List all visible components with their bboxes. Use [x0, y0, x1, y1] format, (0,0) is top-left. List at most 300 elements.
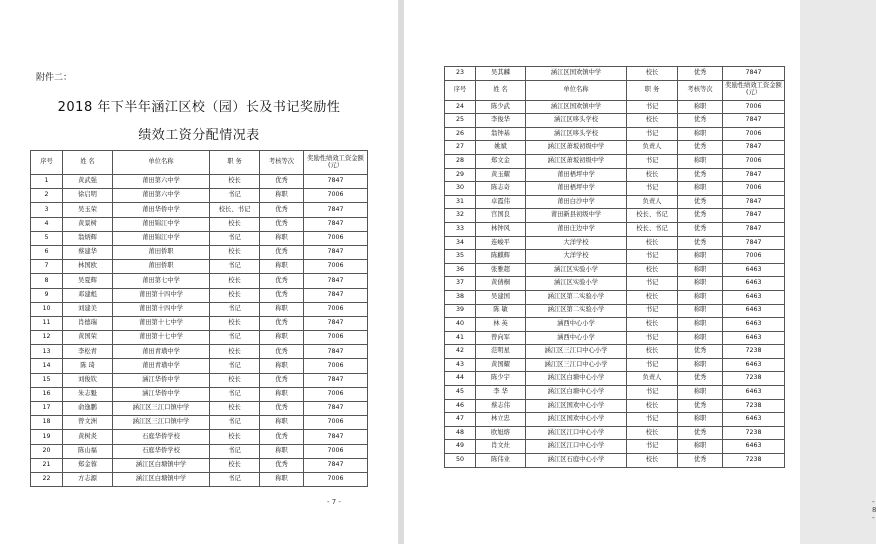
cell-position: 校长 — [627, 318, 678, 332]
table-row — [31, 231, 368, 245]
cell-rating: 称职 — [678, 318, 723, 332]
cell-name: 姚斌 — [476, 141, 526, 155]
cell-unit: 涵江区国欢镇中学 — [526, 67, 627, 81]
cell-position: 负责人 — [627, 372, 678, 386]
cell-seq: 16 — [31, 387, 63, 401]
cell-name: 朱志魁 — [63, 387, 113, 401]
cell-position: 校长 — [627, 67, 678, 81]
cell-amount: 7847 — [304, 288, 368, 302]
cell-name: 陈少宇 — [476, 372, 526, 386]
table-row — [31, 444, 368, 458]
table-row — [445, 386, 785, 400]
cell-unit: 涵江华侨中学 — [113, 387, 210, 401]
cell-rating: 优秀 — [260, 288, 304, 302]
cell-amount: 6463 — [723, 263, 785, 277]
cell-name: 翁炳辉 — [63, 231, 113, 245]
cell-amount: 7847 — [304, 430, 368, 444]
cell-seq: 24 — [445, 100, 476, 114]
cell-seq: 35 — [445, 250, 476, 264]
cell-rating: 称职 — [678, 290, 723, 304]
cell-seq: 26 — [445, 127, 476, 141]
cell-amount: 7847 — [304, 245, 368, 259]
table-row — [445, 127, 785, 141]
cell-amount: 7847 — [304, 345, 368, 359]
cell-position: 校长 — [210, 316, 260, 330]
cell-position: 校长 — [210, 288, 260, 302]
cell-position: 校长 — [627, 114, 678, 128]
table-row — [31, 458, 368, 472]
cell-amount: 7006 — [723, 250, 785, 264]
cell-rating: 称职 — [260, 472, 304, 486]
cell-unit: 涵江区萧坂初级中学 — [526, 154, 627, 168]
cell-position: 校长 — [210, 217, 260, 231]
cell-position: 校长 — [210, 373, 260, 387]
table-row — [445, 263, 785, 277]
cell-position: 校长 — [210, 458, 260, 472]
table-row — [445, 304, 785, 318]
cell-seq: 14 — [31, 359, 63, 373]
cell-seq: 45 — [445, 386, 476, 400]
cell-unit: 涵江区哆头学校 — [526, 127, 627, 141]
cell-rating: 称职 — [678, 413, 723, 427]
cell-amount: 7006 — [723, 127, 785, 141]
table-row — [31, 288, 368, 302]
cell-amount: 7238 — [723, 345, 785, 359]
table-row — [445, 141, 785, 155]
cell-rating: 称职 — [260, 387, 304, 401]
cell-position: 校长 — [627, 290, 678, 304]
cell-unit: 涵江区国欢镇中学 — [526, 100, 627, 114]
cell-position: 书记 — [210, 302, 260, 316]
page-number: - 7 - — [327, 498, 341, 506]
cell-position: 校长、书记 — [627, 222, 678, 236]
table-row — [31, 387, 368, 401]
table-row — [445, 290, 785, 304]
cell-amount: 7006 — [723, 154, 785, 168]
cell-amount: 7847 — [723, 67, 785, 81]
cell-position: 校长 — [627, 236, 678, 250]
cell-amount: 7847 — [304, 402, 368, 416]
cell-rating: 优秀 — [678, 399, 723, 413]
cell-seq: 22 — [31, 472, 63, 486]
table-row — [445, 236, 785, 250]
cell-amount: 6463 — [723, 304, 785, 318]
cell-name: 陈少武 — [476, 100, 526, 114]
table-row — [31, 359, 368, 373]
table-row — [445, 222, 785, 236]
cell-amount: 7006 — [304, 231, 368, 245]
cell-unit: 莆田第六中学 — [113, 189, 210, 203]
table-row — [445, 454, 785, 468]
table-row — [31, 472, 368, 486]
cell-rating: 优秀 — [260, 316, 304, 330]
cell-rating: 称职 — [260, 416, 304, 430]
cell-unit: 莆田第十七中学 — [113, 331, 210, 345]
cell-name: 黄玉耀 — [476, 168, 526, 182]
table-row — [31, 217, 368, 231]
cell-rating: 优秀 — [678, 67, 723, 81]
cell-rating: 称职 — [678, 154, 723, 168]
cell-unit: 涵江区实验小学 — [526, 263, 627, 277]
cell-unit: 涵江区三江口中心小学 — [526, 345, 627, 359]
cell-name: 吴玉荣 — [63, 203, 113, 217]
cell-seq: 40 — [445, 318, 476, 332]
document-title-line1: 2018 年下半年涵江区校（园）长及书记奖励性 — [57, 100, 341, 115]
cell-seq: 25 — [445, 114, 476, 128]
cell-amount: 7847 — [304, 458, 368, 472]
cell-unit: 莆田第七中学 — [113, 274, 210, 288]
cell-unit: 莆田第十七中学 — [113, 316, 210, 330]
header-position: 职 务 — [210, 151, 260, 175]
cell-rating: 称职 — [260, 331, 304, 345]
cell-seq: 23 — [445, 67, 476, 81]
cell-rating: 优秀 — [260, 402, 304, 416]
cell-unit: 涵江区三江口镇中学 — [113, 416, 210, 430]
cell-rating: 优秀 — [260, 245, 304, 259]
cell-position: 书记 — [627, 250, 678, 264]
cell-position: 校长 — [627, 399, 678, 413]
table-row — [445, 168, 785, 182]
cell-rating: 优秀 — [260, 430, 304, 444]
cell-unit: 涵江区白塘镇中学 — [113, 472, 210, 486]
cell-seq: 44 — [445, 372, 476, 386]
table-row — [31, 203, 368, 217]
left-document-page — [0, 0, 398, 544]
table-row — [31, 430, 368, 444]
cell-unit: 莆田第十四中学 — [113, 302, 210, 316]
cell-amount: 6463 — [723, 290, 785, 304]
table-row — [31, 373, 368, 387]
cell-name: 林 英 — [476, 318, 526, 332]
cell-name: 刘建美 — [63, 302, 113, 316]
cell-position: 书记 — [627, 100, 678, 114]
cell-unit: 莆田青璜中学 — [113, 345, 210, 359]
cell-rating: 称职 — [678, 250, 723, 264]
cell-unit: 莆田梧坪中学 — [526, 168, 627, 182]
cell-amount: 6463 — [723, 413, 785, 427]
table-row — [31, 245, 368, 259]
cell-unit: 莆田锦江中学 — [113, 217, 210, 231]
cell-position: 书记 — [627, 331, 678, 345]
cell-position: 书记 — [210, 189, 260, 203]
cell-name: 陈山福 — [63, 444, 113, 458]
cell-amount: 7006 — [304, 359, 368, 373]
cell-seq: 15 — [31, 373, 63, 387]
cell-amount: 7238 — [723, 454, 785, 468]
cell-position: 校长 — [210, 430, 260, 444]
cell-rating: 称职 — [260, 359, 304, 373]
cell-unit: 莆田新县初级中学 — [526, 209, 627, 223]
cell-name: 林国欧 — [63, 260, 113, 274]
cell-amount: 7847 — [723, 141, 785, 155]
cell-seq: 11 — [31, 316, 63, 330]
table-header-row — [445, 80, 785, 100]
cell-rating: 称职 — [678, 182, 723, 196]
cell-unit: 涵江区第二实验小学 — [526, 304, 627, 318]
cell-name: 林钟风 — [476, 222, 526, 236]
cell-seq: 27 — [445, 141, 476, 155]
cell-seq: 37 — [445, 277, 476, 291]
cell-seq: 50 — [445, 454, 476, 468]
cell-name: 陈麒辉 — [476, 250, 526, 264]
table-row — [445, 67, 785, 81]
cell-name: 郑文金 — [476, 154, 526, 168]
cell-seq: 38 — [445, 290, 476, 304]
cell-seq: 13 — [31, 345, 63, 359]
cell-name: 林立忠 — [476, 413, 526, 427]
cell-name: 方志源 — [63, 472, 113, 486]
cell-amount: 7006 — [723, 182, 785, 196]
cell-name: 张雅超 — [476, 263, 526, 277]
cell-position: 书记 — [210, 331, 260, 345]
cell-position: 书记 — [627, 277, 678, 291]
cell-amount: 7238 — [723, 426, 785, 440]
cell-name: 黄武强 — [63, 175, 113, 189]
cell-rating: 称职 — [260, 189, 304, 203]
cell-rating: 称职 — [678, 331, 723, 345]
table-row — [31, 316, 368, 330]
cell-name: 翁钟基 — [476, 127, 526, 141]
cell-rating: 优秀 — [678, 195, 723, 209]
cell-rating: 优秀 — [260, 373, 304, 387]
cell-rating: 优秀 — [260, 217, 304, 231]
cell-rating: 优秀 — [678, 372, 723, 386]
cell-position: 书记 — [627, 154, 678, 168]
cell-amount: 7847 — [304, 373, 368, 387]
cell-name: 黄国耀 — [476, 358, 526, 372]
cell-unit: 莆田青璜中学 — [113, 359, 210, 373]
cell-seq: 34 — [445, 236, 476, 250]
cell-seq: 10 — [31, 302, 63, 316]
cell-unit: 涵江区国欢中心小学 — [526, 413, 627, 427]
cell-name: 吴建国 — [476, 290, 526, 304]
cell-unit: 莆田第六中学 — [113, 175, 210, 189]
cell-amount: 7006 — [723, 100, 785, 114]
cell-seq: 43 — [445, 358, 476, 372]
cell-rating: 优秀 — [678, 168, 723, 182]
cell-name: 黄国荣 — [63, 331, 113, 345]
cell-seq: 3 — [31, 203, 63, 217]
cell-rating: 称职 — [678, 440, 723, 454]
table-row — [445, 358, 785, 372]
table-row — [31, 345, 368, 359]
cell-name: 刘俊钦 — [63, 373, 113, 387]
table-row — [31, 331, 368, 345]
cell-position: 校长、书记 — [627, 209, 678, 223]
cell-position: 书记 — [627, 358, 678, 372]
cell-position: 校长 — [627, 454, 678, 468]
cell-unit: 莆田华侨中学 — [113, 203, 210, 217]
cell-position: 校长 — [210, 402, 260, 416]
cell-seq: 47 — [445, 413, 476, 427]
table-row — [445, 154, 785, 168]
cell-amount: 7006 — [304, 189, 368, 203]
cell-unit: 涵江区白塘中心小学 — [526, 372, 627, 386]
cell-position: 书记 — [210, 416, 260, 430]
cell-amount: 7006 — [304, 260, 368, 274]
cell-position: 校长 — [210, 245, 260, 259]
cell-seq: 18 — [31, 416, 63, 430]
cell-rating: 称职 — [678, 358, 723, 372]
cell-amount: 7847 — [304, 316, 368, 330]
table-row — [445, 250, 785, 264]
cell-rating: 称职 — [678, 277, 723, 291]
cell-position: 书记 — [627, 386, 678, 400]
cell-rating: 优秀 — [678, 426, 723, 440]
right-document-page — [404, 0, 876, 544]
cell-unit: 涵江区哆头学校 — [526, 114, 627, 128]
cell-position: 负责人 — [627, 195, 678, 209]
cell-position: 书记 — [210, 387, 260, 401]
table-header-row — [31, 151, 368, 175]
cell-position: 书记 — [210, 444, 260, 458]
header-rating: 考核等次 — [260, 151, 304, 175]
cell-name: 李俊华 — [476, 114, 526, 128]
cell-rating: 优秀 — [260, 345, 304, 359]
cell-rating: 称职 — [678, 100, 723, 114]
cell-seq: 4 — [31, 217, 63, 231]
table-row — [31, 260, 368, 274]
cell-amount: 7006 — [304, 302, 368, 316]
cell-rating: 优秀 — [678, 222, 723, 236]
cell-unit: 莆田梧坪中学 — [526, 182, 627, 196]
table-row — [445, 331, 785, 345]
cell-name: 徐启明 — [63, 189, 113, 203]
cell-unit: 莆田侨职 — [113, 260, 210, 274]
cell-name: 陈伟业 — [476, 454, 526, 468]
cell-name: 黄景树 — [63, 217, 113, 231]
table-row — [31, 189, 368, 203]
cell-unit: 大洋学校 — [526, 236, 627, 250]
performance-pay-table-left — [30, 150, 368, 487]
cell-rating: 称职 — [678, 386, 723, 400]
table-row — [445, 372, 785, 386]
cell-rating: 优秀 — [260, 274, 304, 288]
cell-rating: 优秀 — [260, 175, 304, 189]
table-row — [445, 399, 785, 413]
table-row — [31, 402, 368, 416]
cell-name: 吴夏辉 — [63, 274, 113, 288]
table-row — [445, 345, 785, 359]
cell-name: 欧旭熔 — [476, 426, 526, 440]
cell-amount: 7006 — [304, 416, 368, 430]
cell-seq: 48 — [445, 426, 476, 440]
header-amount: 奖励性绩效工资金额(元） — [304, 151, 368, 175]
cell-amount: 6463 — [723, 386, 785, 400]
cell-seq: 17 — [31, 402, 63, 416]
cell-seq: 29 — [445, 168, 476, 182]
cell-position: 校长 — [210, 175, 260, 189]
cell-rating: 称职 — [260, 444, 304, 458]
table-row — [445, 195, 785, 209]
cell-seq: 31 — [445, 195, 476, 209]
cell-unit: 涵江区第二实验小学 — [526, 290, 627, 304]
cell-amount: 7847 — [304, 217, 368, 231]
cell-rating: 优秀 — [260, 203, 304, 217]
cell-seq: 32 — [445, 209, 476, 223]
table-row — [445, 426, 785, 440]
cell-seq: 6 — [31, 245, 63, 259]
table-row — [31, 302, 368, 316]
cell-unit: 莆田白沙中学 — [526, 195, 627, 209]
table-row — [31, 175, 368, 189]
table-row — [445, 277, 785, 291]
cell-seq: 21 — [31, 458, 63, 472]
cell-rating: 称职 — [260, 260, 304, 274]
cell-amount: 6463 — [723, 358, 785, 372]
cell-seq: 1 — [31, 175, 63, 189]
cell-seq: 5 — [31, 231, 63, 245]
cell-position: 校长 — [210, 345, 260, 359]
cell-unit: 涵江区实验小学 — [526, 277, 627, 291]
cell-unit: 涵西中心小学 — [526, 331, 627, 345]
header-seq: 序号 — [445, 80, 476, 100]
cell-unit: 莆田第十四中学 — [113, 288, 210, 302]
cell-name: 陈 敏 — [476, 304, 526, 318]
header-rating: 考核等次 — [678, 80, 723, 100]
cell-rating: 称职 — [678, 127, 723, 141]
cell-name: 蔡建华 — [63, 245, 113, 259]
header-unit: 单位名称 — [526, 80, 627, 100]
cell-position: 负责人 — [627, 141, 678, 155]
cell-rating: 优秀 — [678, 209, 723, 223]
cell-position: 书记 — [627, 182, 678, 196]
cell-amount: 6463 — [723, 318, 785, 332]
table-row — [445, 440, 785, 454]
cell-seq: 36 — [445, 263, 476, 277]
cell-name: 邓建彪 — [63, 288, 113, 302]
cell-rating: 优秀 — [678, 454, 723, 468]
cell-name: 黄树炎 — [63, 430, 113, 444]
cell-seq: 49 — [445, 440, 476, 454]
cell-name: 黄倩桐 — [476, 277, 526, 291]
cell-rating: 优秀 — [678, 345, 723, 359]
table-row — [445, 182, 785, 196]
cell-rating: 优秀 — [678, 114, 723, 128]
table-row — [445, 318, 785, 332]
cell-position: 书记 — [210, 359, 260, 373]
cell-unit: 石庭华侨学校 — [113, 444, 210, 458]
cell-seq: 2 — [31, 189, 63, 203]
cell-name: 蔡志伟 — [476, 399, 526, 413]
cell-position: 校长 — [627, 263, 678, 277]
cell-name: 陈志奇 — [476, 182, 526, 196]
cell-seq: 12 — [31, 331, 63, 345]
cell-unit: 涵江区江口中心小学 — [526, 440, 627, 454]
table-row — [31, 416, 368, 430]
cell-rating: 称职 — [260, 231, 304, 245]
cell-name: 李松青 — [63, 345, 113, 359]
cell-name: 曾向军 — [476, 331, 526, 345]
cell-unit: 涵江区国欢中心小学 — [526, 399, 627, 413]
cell-amount: 6463 — [723, 440, 785, 454]
cell-amount: 7847 — [304, 203, 368, 217]
cell-unit: 涵江区石庭中心小学 — [526, 454, 627, 468]
cell-amount: 7847 — [723, 222, 785, 236]
cell-amount: 7006 — [304, 444, 368, 458]
cell-rating: 称职 — [678, 304, 723, 318]
cell-unit: 石庭华侨学校 — [113, 430, 210, 444]
cell-seq: 30 — [445, 182, 476, 196]
cell-amount: 7238 — [723, 372, 785, 386]
cell-name: 郑金蓉 — [63, 458, 113, 472]
annex-label: 附件二： — [36, 73, 73, 83]
cell-seq: 41 — [445, 331, 476, 345]
cell-position: 书记 — [210, 472, 260, 486]
cell-position: 校长 — [627, 345, 678, 359]
cell-name: 卓霞伟 — [476, 195, 526, 209]
table-row — [445, 209, 785, 223]
